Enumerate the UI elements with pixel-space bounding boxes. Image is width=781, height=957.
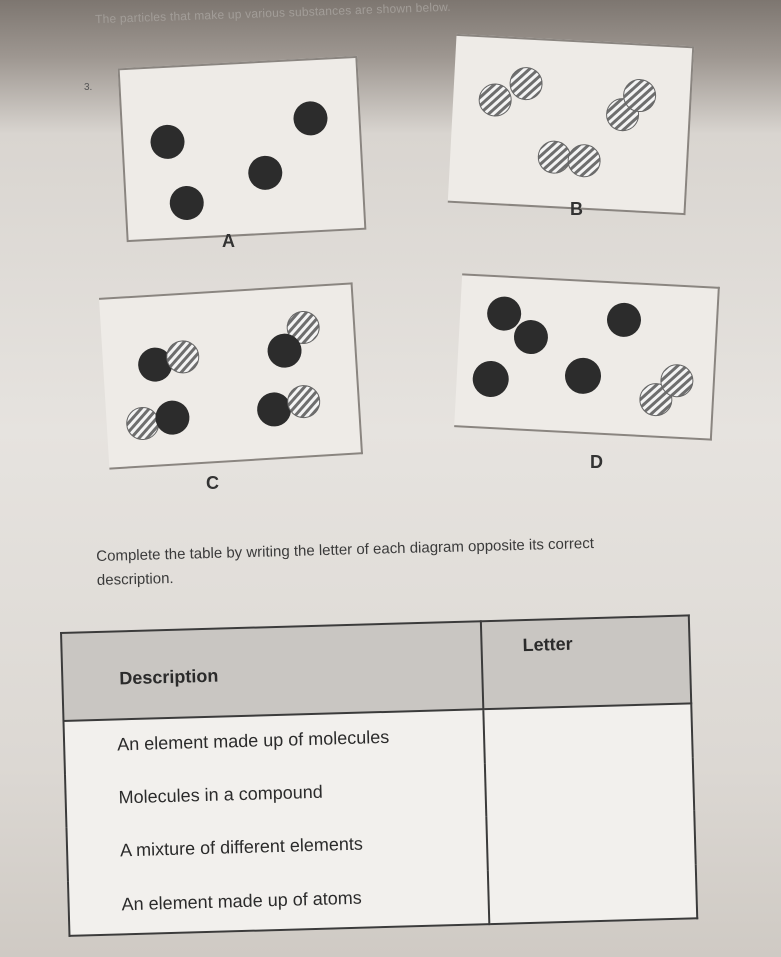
letter-header: Letter bbox=[481, 615, 691, 709]
diagram-b-particles bbox=[448, 36, 692, 213]
atom-dark bbox=[154, 400, 190, 436]
letter-answer-cell[interactable] bbox=[488, 864, 697, 924]
atom-dark bbox=[169, 185, 205, 221]
diagram-d-label: D bbox=[590, 452, 603, 472]
question-intro: The particles that make up various substances are shown below. bbox=[94, 0, 452, 27]
atom-dark bbox=[486, 296, 522, 332]
letter-answer-cell[interactable] bbox=[486, 811, 695, 870]
diagram-a-label: A bbox=[222, 231, 235, 251]
letter-answer-cell[interactable] bbox=[485, 758, 694, 817]
atom-striped bbox=[567, 144, 601, 178]
atom-dark bbox=[293, 101, 329, 137]
atom-striped bbox=[126, 407, 160, 441]
diagram-d-box bbox=[454, 273, 720, 440]
question-number: 3. bbox=[84, 82, 93, 93]
diagram-b-label: B bbox=[570, 199, 583, 219]
diagram-d-particles bbox=[454, 275, 717, 438]
atom-striped bbox=[509, 67, 543, 101]
instruction-text: Complete the table by writing the letter of each diagram opposite its correct description. bbox=[96, 534, 595, 589]
atom-dark bbox=[150, 124, 186, 160]
atom-dark bbox=[606, 302, 642, 338]
atom-dark bbox=[564, 357, 602, 395]
description-cell: An element made up of molecules bbox=[63, 709, 484, 775]
diagram-c-label: C bbox=[206, 473, 219, 493]
atom-striped bbox=[478, 83, 512, 117]
answer-table-wrap bbox=[60, 614, 698, 936]
atom-dark bbox=[472, 360, 510, 398]
diagram-a-particles bbox=[120, 58, 365, 240]
description-header: Description bbox=[61, 621, 483, 721]
atom-dark bbox=[513, 319, 549, 355]
atom-dark bbox=[256, 391, 292, 427]
diagram-b-box bbox=[448, 34, 695, 215]
letter-answer-cell[interactable] bbox=[483, 703, 692, 763]
answer-table bbox=[60, 614, 698, 936]
description-cell: An element made up of atoms bbox=[68, 870, 489, 936]
diagram-c-particles bbox=[99, 285, 361, 468]
description-cell: Molecules in a compound bbox=[65, 764, 486, 829]
atom-striped bbox=[537, 140, 571, 174]
diagram-a-box bbox=[118, 56, 367, 242]
atom-striped bbox=[287, 385, 321, 419]
diagram-c-box bbox=[99, 282, 363, 469]
description-cell: A mixture of different elements bbox=[66, 817, 487, 882]
atom-dark bbox=[247, 155, 283, 191]
